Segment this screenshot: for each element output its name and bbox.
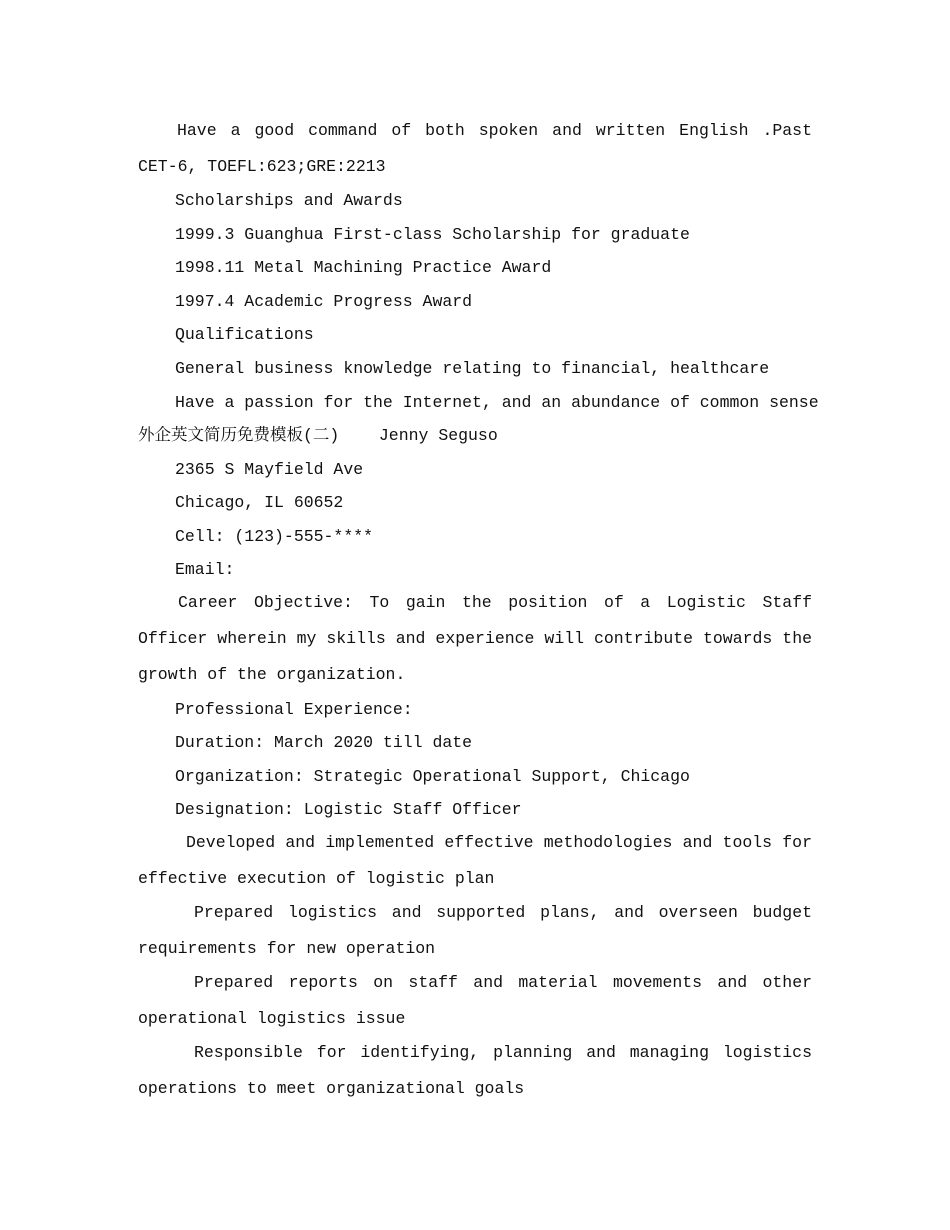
section-title: 外企英文简历免费模板(二) Jenny Seguso	[138, 426, 498, 445]
email-label: Email:	[175, 560, 235, 579]
duty-paragraph: Responsible for identifying, planning and managing logistics operations to meet organizational goals	[138, 1043, 812, 1098]
qualification-item: General business knowledge relating to financial, healthcare	[175, 359, 770, 378]
duty-paragraph: Developed and implemented effective methodologies and tools for effective execution of logistic plan	[138, 833, 812, 888]
award-item: 1997.4 Academic Progress Award	[175, 292, 473, 311]
duty-paragraph: Prepared reports on staff and material movements and other operational logistics issue	[138, 973, 812, 1028]
duty-paragraph: Prepared logistics and supported plans, and overseen budget requirements for new operation	[138, 903, 812, 958]
experience-heading: Professional Experience:	[175, 700, 413, 719]
awards-heading: Scholarships and Awards	[175, 191, 403, 210]
designation-line: Designation: Logistic Staff Officer	[175, 800, 522, 819]
address-city: Chicago, IL 60652	[175, 493, 344, 512]
duration-line: Duration: March 2020 till date	[175, 733, 473, 752]
award-item: 1999.3 Guanghua First-class Scholarship for graduate	[175, 225, 690, 244]
qualification-item: Have a passion for the Internet, and an abundance of common sense	[175, 393, 819, 412]
address-street: 2365 S Mayfield Ave	[175, 460, 364, 479]
cell-phone: Cell: (123)-555-****	[175, 527, 374, 546]
qualifications-heading: Qualifications	[175, 325, 314, 344]
language-skill-paragraph: Have a good command of both spoken and written English .Past CET-6, TOEFL:623;GRE:2213	[138, 121, 812, 176]
career-objective-paragraph: Career Objective: To gain the position of a Logistic Staff Officer wherein my skills and experience will contribute towards the growth of the organization.	[138, 593, 812, 684]
organization-line: Organization: Strategic Operational Support, Chicago	[175, 767, 690, 786]
award-item: 1998.11 Metal Machining Practice Award	[175, 258, 552, 277]
